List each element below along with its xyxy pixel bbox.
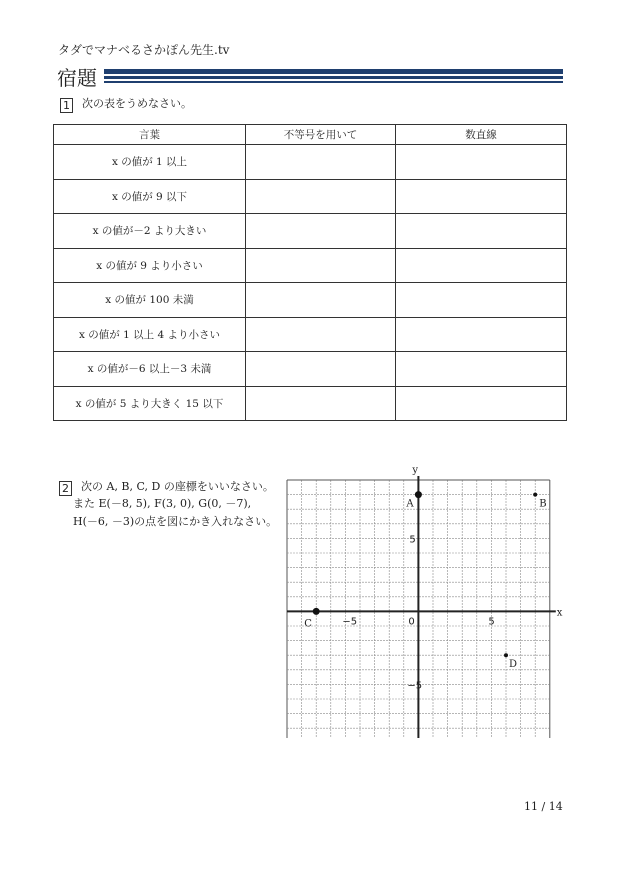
page-title: 宿題 [57,66,97,90]
row-words: x の値が 1 以上 4 より小さい [54,317,246,352]
table-row [54,179,567,214]
answer-inequality-cell[interactable] [246,386,396,421]
column-header-words: 言葉 [54,125,246,145]
column-header-number-line: 数直線 [396,125,567,145]
table-row [54,386,567,421]
title-bar-stripe-top [104,69,563,74]
y-axis-label: y [412,465,419,476]
points-layer [304,491,546,670]
answer-number-line-cell[interactable] [396,352,567,387]
row-words: x の値が 9 より小さい [54,248,246,283]
row-words: x の値が 9 以下 [54,179,246,214]
table-row [54,352,567,387]
answer-inequality-cell[interactable] [246,352,396,387]
point-label-b: B [539,498,547,510]
question-1-number: 1 [60,98,73,113]
x-axis-label: x [556,607,563,619]
tick-label-pos-y: 5 [409,534,416,546]
inequality-table [53,124,567,421]
point-b [533,493,537,497]
table-row [54,214,567,249]
answer-inequality-cell[interactable] [246,317,396,352]
coordinate-grid[interactable] [282,462,564,738]
origin-label: 0 [408,616,415,628]
table-row [54,283,567,318]
table-row [54,145,567,180]
answer-number-line-cell[interactable] [396,248,567,283]
tick-label-neg-y: −5 [407,680,423,692]
answer-number-line-cell[interactable] [396,386,567,421]
row-words: x の値が 100 未満 [54,283,246,318]
answer-inequality-cell[interactable] [246,248,396,283]
question-2-line-1: 次の A, B, C, D の座標をいいなさい。 [81,480,274,493]
answer-inequality-cell[interactable] [246,283,396,318]
point-label-c: C [304,618,312,630]
answer-inequality-cell[interactable] [246,145,396,180]
point-c [313,608,320,615]
tick-label-pos-x: 5 [488,616,495,628]
answer-number-line-cell[interactable] [396,179,567,214]
row-words: x の値が－6 以上－3 未満 [54,352,246,387]
table-row [54,317,567,352]
title-bar-stripe-bottom [104,81,563,83]
table-row [54,248,567,283]
answer-number-line-cell[interactable] [396,145,567,180]
point-label-d: D [509,659,518,671]
point-d [504,653,508,657]
table-header-row [54,125,567,145]
row-words: x の値が 1 以上 [54,145,246,180]
site-name: タダでマナベるさかぽん先生.tv [58,43,230,57]
answer-inequality-cell[interactable] [246,179,396,214]
title-decoration-bar [104,69,563,83]
question-1-instruction: 次の表をうめなさい。 [82,97,192,110]
page-number: 11 / 14 [524,800,563,813]
question-2-line-2: また E(－8, 5), F(3, 0), G(0, －7), [73,497,252,510]
answer-number-line-cell[interactable] [396,214,567,249]
column-header-inequality: 不等号を用いて [246,125,396,145]
question-2-number: 2 [59,481,72,496]
point-a [415,491,422,498]
row-words: x の値が 5 より大きく 15 以下 [54,386,246,421]
answer-number-line-cell[interactable] [396,283,567,318]
question-2-line-3: H(－6, －3)の点を図にかき入れなさい。 [73,515,278,528]
tick-label-neg-x: −5 [342,616,358,628]
title-bar-stripe-middle [104,76,563,79]
answer-inequality-cell[interactable] [246,214,396,249]
point-label-a: A [406,498,414,510]
row-words: x の値が－2 より大きい [54,214,246,249]
answer-number-line-cell[interactable] [396,317,567,352]
